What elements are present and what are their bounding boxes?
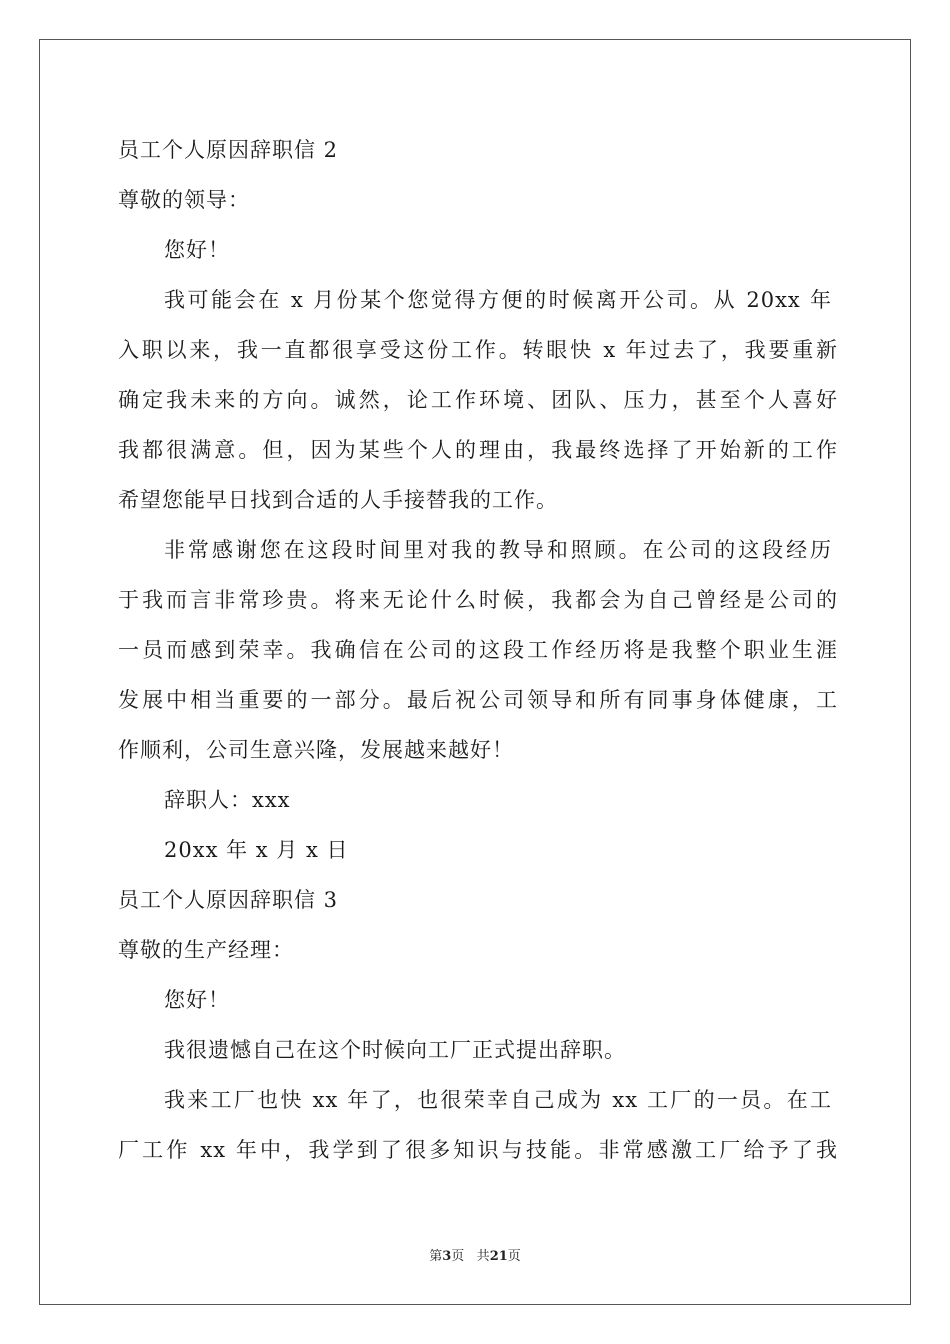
salutation-3: 尊敬的生产经理： [118,938,294,962]
total-prefix: 共 [476,1249,490,1264]
page-footer [0,1248,950,1266]
body-line: 我可能会在 x 月份某个您觉得方便的时候离开公司。从 20xx 年 [164,288,832,312]
page-prefix: 第 [429,1249,443,1264]
body-line: 入职以来，我一直都很享受这份工作。转眼快 x 年过去了，我要重新 [118,338,838,362]
body-line: 确定我未来的方向。诚然，论工作环境、团队、压力，甚至个人喜好 [118,388,838,412]
body-line: 我都很满意。但，因为某些个人的理由，我最终选择了开始新的工作 [118,438,838,462]
body-line: 发展中相当重要的一部分。最后祝公司领导和所有同事身体健康，工 [118,688,838,712]
salutation-2: 尊敬的领导： [118,188,250,212]
signature-date: 20xx 年 x 月 x 日 [164,838,349,862]
letter-title-3: 员工个人原因辞职信 3 [118,888,339,912]
page-border [39,39,911,1305]
body-line: 非常感谢您在这段时间里对我的教导和照顾。在公司的这段经历 [164,538,832,562]
greeting-2: 您好！ [164,238,230,262]
body-line: 一员而感到荣幸。我确信在公司的这段工作经历将是我整个职业生涯 [118,638,838,662]
body-line: 希望您能早日找到合适的人手接替我的工作。 [118,488,558,512]
letter-title-2: 员工个人原因辞职信 2 [118,138,339,162]
body-line: 我来工厂也快 xx 年了，也很荣幸自己成为 xx 工厂的一员。在工 [164,1088,832,1112]
body-line: 作顺利，公司生意兴隆，发展越来越好！ [118,738,514,762]
body-line: 厂工作 xx 年中，我学到了很多知识与技能。非常感激工厂给予了我 [118,1138,838,1162]
signature: 辞职人：xxx [164,788,291,812]
greeting-3: 您好！ [164,988,230,1012]
page-suffix: 页 [451,1249,465,1264]
page-number: 3 [442,1249,452,1264]
total-pages: 21 [489,1249,508,1264]
total-suffix: 页 [507,1249,521,1264]
body-line: 我很遗憾自己在这个时候向工厂正式提出辞职。 [164,1038,626,1062]
body-line: 于我而言非常珍贵。将来无论什么时候，我都会为自己曾经是公司的 [118,588,838,612]
